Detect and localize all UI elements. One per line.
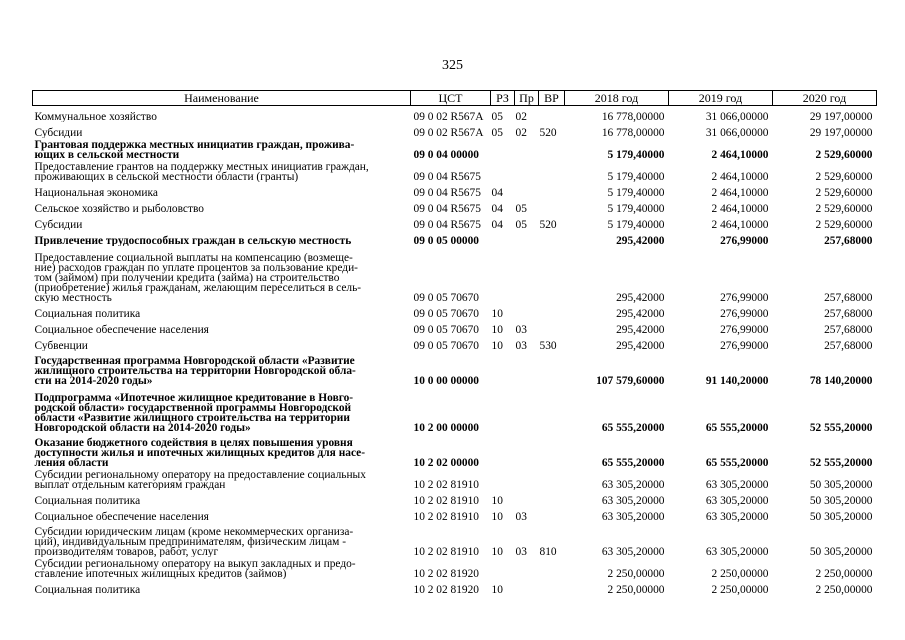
cell-vr <box>539 433 565 468</box>
cell-2018: 5 179,40000 <box>607 148 665 161</box>
cell-vr: 530 <box>539 339 557 352</box>
cell-2019: 2 464,10000 <box>711 202 769 215</box>
cell-2020: 257,68000 <box>824 339 873 352</box>
cell-pr <box>515 468 539 490</box>
cell-vr <box>539 351 565 386</box>
cell-2018: 295,42000 <box>616 323 665 336</box>
cell-2018: 295,42000 <box>616 291 665 304</box>
table-row <box>33 303 877 319</box>
cell-name: Оказание бюджетного содействия в целях повышения уровня доступности жилья и ипотечных жилищных кредитов для насе- ления области <box>34 436 365 468</box>
cell-2019: 63 305,20000 <box>705 494 769 507</box>
cell-pr <box>515 557 539 579</box>
cell-2020: 29 197,00000 <box>809 126 873 139</box>
cell-name: Привлечение трудоспособных граждан в сельскую местность <box>34 234 352 246</box>
cell-rz: 04 <box>491 202 503 215</box>
cell-cst: 09 0 04 R5675 <box>413 170 481 183</box>
cell-2020: 2 529,60000 <box>815 186 873 199</box>
cell-2020: 50 305,20000 <box>809 545 873 558</box>
cell-2019: 276,99000 <box>720 307 769 320</box>
cell-2018: 16 778,00000 <box>601 110 665 123</box>
cell-2020: 2 529,60000 <box>815 148 873 161</box>
cell-vr <box>539 579 565 595</box>
cell-cst: 09 0 04 R5675 <box>413 218 481 231</box>
cell-rz: 04 <box>491 186 503 199</box>
cell-2020: 2 250,00000 <box>815 583 873 596</box>
cell-name: Социальная политика <box>34 583 141 595</box>
cell-vr: 520 <box>539 126 557 139</box>
cell-name: Субсидии <box>34 218 83 230</box>
cell-rz: 10 <box>491 323 503 336</box>
cell-cst: 10 2 02 81920 <box>413 567 479 580</box>
cell-2019: 2 464,10000 <box>711 186 769 199</box>
cell-name: Грантовая поддержка местных инициатив граждан, прожива- ющих в сельской местности <box>34 138 355 160</box>
header-vr: ВР <box>539 91 565 106</box>
cell-2019: 276,99000 <box>720 323 769 336</box>
cell-name: Субсидии региональному оператору на выкуп закладных и предо- ставление ипотечных жилищных кредитов (займов) <box>34 557 356 579</box>
cell-pr: 05 <box>515 218 527 231</box>
table-row <box>33 351 877 386</box>
cell-2018: 63 305,20000 <box>601 494 665 507</box>
cell-cst: 10 2 02 81910 <box>413 478 479 491</box>
cell-pr <box>515 303 539 319</box>
header-rz: РЗ <box>491 91 515 106</box>
header-2018: 2018 год <box>565 91 669 106</box>
cell-2018: 5 179,40000 <box>607 186 665 199</box>
cell-cst: 09 0 04 R5675 <box>413 186 481 199</box>
table-row <box>33 468 877 490</box>
cell-pr: 03 <box>515 510 527 523</box>
table-row <box>33 579 877 595</box>
cell-2020: 257,68000 <box>824 307 873 320</box>
cell-2020: 29 197,00000 <box>809 110 873 123</box>
cell-2019: 91 140,20000 <box>705 374 769 387</box>
table-row <box>33 490 877 506</box>
header-2020: 2020 год <box>773 91 877 106</box>
cell-name: Субсидии юридическим лицам (кроме некоммерческих организа- ций), индивидуальным предпринимателям, физическим лицам - производителям товаров, работ, услуг <box>34 525 354 557</box>
cell-2019: 2 250,00000 <box>711 583 769 596</box>
cell-name: Социальное обеспечение населения <box>34 323 209 335</box>
cell-rz <box>491 386 515 433</box>
cell-2019: 2 464,10000 <box>711 170 769 183</box>
cell-pr <box>515 386 539 433</box>
table-row <box>33 386 877 433</box>
cell-vr: 520 <box>539 218 557 231</box>
cell-cst: 10 2 02 81910 <box>413 494 479 507</box>
header-2019: 2019 год <box>669 91 773 106</box>
cell-2020: 50 305,20000 <box>809 478 873 491</box>
cell-cst: 10 2 02 00000 <box>413 456 479 469</box>
page-number: 325 <box>442 58 463 73</box>
cell-2020: 2 529,60000 <box>815 170 873 183</box>
cell-rz <box>491 433 515 468</box>
cell-pr: 03 <box>515 323 527 336</box>
cell-cst: 09 0 02 R567A <box>413 110 484 123</box>
cell-name: Социальная политика <box>34 494 141 506</box>
cell-2020: 2 529,60000 <box>815 202 873 215</box>
cell-2019: 276,99000 <box>720 291 769 304</box>
cell-2020: 2 250,00000 <box>815 567 873 580</box>
table-row <box>33 522 877 557</box>
cell-2019: 31 066,00000 <box>705 110 769 123</box>
cell-2018: 63 305,20000 <box>601 510 665 523</box>
cell-rz: 10 <box>491 545 503 558</box>
cell-vr <box>539 138 565 160</box>
table-row <box>33 138 877 160</box>
cell-2019: 31 066,00000 <box>705 126 769 139</box>
cell-rz <box>491 230 515 246</box>
table-body <box>33 106 877 595</box>
cell-rz: 10 <box>491 510 503 523</box>
cell-2019: 276,99000 <box>720 234 769 247</box>
cell-pr: 05 <box>515 202 527 215</box>
cell-pr <box>515 490 539 506</box>
cell-2020: 257,68000 <box>824 234 873 247</box>
cell-cst: 10 2 02 81920 <box>413 583 479 596</box>
cell-2020: 78 140,20000 <box>809 374 873 387</box>
cell-name: Сельское хозяйство и рыболовство <box>34 202 204 214</box>
table-row <box>33 557 877 579</box>
cell-name: Предоставление социальной выплаты на компенсацию (возмеще- ние) расходов граждан по уплате процентов за пользование креди- том (займом) при получении кредита (займа) на строительство (приобретение) жилья гражданам, желающим переселиться в сель- скую местность <box>34 251 362 303</box>
cell-cst: 09 0 04 00000 <box>413 148 479 161</box>
cell-vr <box>539 198 565 214</box>
table-row <box>33 319 877 335</box>
cell-2019: 276,99000 <box>720 339 769 352</box>
cell-2018: 65 555,20000 <box>601 456 665 469</box>
cell-2020: 257,68000 <box>824 323 873 336</box>
cell-name: Национальная экономика <box>34 186 158 198</box>
cell-pr: 03 <box>515 339 527 352</box>
cell-rz: 04 <box>491 218 503 231</box>
cell-2020: 52 555,20000 <box>809 456 873 469</box>
cell-rz: 05 <box>491 126 503 139</box>
cell-rz <box>491 138 515 160</box>
cell-2018: 2 250,00000 <box>607 583 665 596</box>
cell-pr <box>515 579 539 595</box>
cell-2018: 63 305,20000 <box>601 478 665 491</box>
cell-2020: 52 555,20000 <box>809 421 873 434</box>
table-row <box>33 160 877 182</box>
cell-pr: 02 <box>515 110 527 123</box>
cell-cst: 09 0 05 70670 <box>413 323 479 336</box>
cell-2019: 63 305,20000 <box>705 478 769 491</box>
table-row <box>33 246 877 303</box>
cell-vr <box>539 319 565 335</box>
cell-rz <box>491 557 515 579</box>
cell-2018: 5 179,40000 <box>607 202 665 215</box>
cell-2019: 65 555,20000 <box>705 456 769 469</box>
table-header-row <box>33 91 877 106</box>
cell-name: Субвенции <box>34 339 88 351</box>
cell-vr <box>539 557 565 579</box>
cell-pr <box>515 160 539 182</box>
cell-2018: 65 555,20000 <box>601 421 665 434</box>
cell-rz: 10 <box>491 494 503 507</box>
cell-rz: 05 <box>491 110 503 123</box>
cell-vr <box>539 468 565 490</box>
table-row <box>33 230 877 246</box>
cell-cst: 09 0 05 70670 <box>413 339 479 352</box>
cell-2018: 2 250,00000 <box>607 567 665 580</box>
cell-rz <box>491 160 515 182</box>
header-cst: ЦСТ <box>411 91 491 106</box>
cell-rz <box>491 246 515 303</box>
cell-2019: 2 464,10000 <box>711 218 769 231</box>
table-row <box>33 214 877 230</box>
cell-vr <box>539 303 565 319</box>
cell-name: Субсидии <box>34 126 83 138</box>
cell-vr <box>539 182 565 198</box>
cell-vr <box>539 160 565 182</box>
cell-vr: 810 <box>539 545 557 558</box>
cell-cst: 10 2 02 81910 <box>413 545 479 558</box>
cell-name: Субсидии региональному оператору на предоставление социальных выплат отдельным категориям граждан <box>34 468 366 490</box>
table-row <box>33 106 877 122</box>
cell-2019: 63 305,20000 <box>705 545 769 558</box>
cell-2019: 2 250,00000 <box>711 567 769 580</box>
cell-rz: 10 <box>491 339 503 352</box>
cell-cst: 10 2 00 00000 <box>413 421 479 434</box>
cell-pr <box>515 433 539 468</box>
cell-pr <box>515 138 539 160</box>
cell-cst: 09 0 05 70670 <box>413 291 479 304</box>
cell-cst: 10 2 02 81910 <box>413 510 479 523</box>
cell-rz: 10 <box>491 307 503 320</box>
cell-vr <box>539 106 565 122</box>
cell-name: Подпрограмма «Ипотечное жилищное кредитование в Новго- родской области» государственной программы Новгородской области «Развитие жилищного строительства на территории Новгородской области на 2014-2020 годы» <box>34 391 354 433</box>
cell-pr: 02 <box>515 126 527 139</box>
cell-2018: 63 305,20000 <box>601 545 665 558</box>
cell-name: Коммунальное хозяйство <box>34 110 157 122</box>
cell-vr <box>539 246 565 303</box>
cell-pr: 03 <box>515 545 527 558</box>
table-row <box>33 506 877 522</box>
cell-2019: 63 305,20000 <box>705 510 769 523</box>
cell-rz: 10 <box>491 583 503 596</box>
cell-2020: 257,68000 <box>824 291 873 304</box>
cell-cst: 09 0 04 R5675 <box>413 202 481 215</box>
cell-cst: 09 0 05 00000 <box>413 234 479 247</box>
cell-pr <box>515 182 539 198</box>
table-row <box>33 122 877 138</box>
table-row <box>33 433 877 468</box>
cell-2018: 107 579,60000 <box>596 374 665 387</box>
cell-vr <box>539 506 565 522</box>
cell-rz <box>491 351 515 386</box>
cell-2019: 65 555,20000 <box>705 421 769 434</box>
cell-vr <box>539 386 565 433</box>
cell-2018: 295,42000 <box>616 339 665 352</box>
cell-cst: 09 0 02 R567A <box>413 126 484 139</box>
cell-2018: 16 778,00000 <box>601 126 665 139</box>
cell-name: Социальное обеспечение населения <box>34 510 209 522</box>
cell-2020: 50 305,20000 <box>809 494 873 507</box>
cell-pr <box>515 246 539 303</box>
cell-pr <box>515 230 539 246</box>
header-pr: Пр <box>515 91 539 106</box>
cell-vr <box>539 230 565 246</box>
cell-2018: 5 179,40000 <box>607 170 665 183</box>
cell-name: Социальная политика <box>34 307 141 319</box>
cell-name: Государственная программа Новгородской области «Развитие жилищного строительства на территории Новгородской обла- сти на 2014-2020 годы» <box>34 354 356 386</box>
cell-rz <box>491 468 515 490</box>
cell-2020: 50 305,20000 <box>809 510 873 523</box>
cell-cst: 09 0 05 70670 <box>413 307 479 320</box>
cell-2018: 5 179,40000 <box>607 218 665 231</box>
cell-2020: 2 529,60000 <box>815 218 873 231</box>
table-row <box>33 335 877 351</box>
cell-vr <box>539 490 565 506</box>
cell-2019: 2 464,10000 <box>711 148 769 161</box>
table-row <box>33 182 877 198</box>
cell-2018: 295,42000 <box>616 307 665 320</box>
table-row <box>33 198 877 214</box>
cell-name: Предоставление грантов на поддержку местных инициатив граждан, проживающих в сельской местности области (гранты) <box>34 160 369 182</box>
cell-pr <box>515 351 539 386</box>
cell-2018: 295,42000 <box>616 234 665 247</box>
cell-cst: 10 0 00 00000 <box>413 374 479 387</box>
header-name: Наименование <box>33 91 411 106</box>
budget-table <box>32 90 877 595</box>
